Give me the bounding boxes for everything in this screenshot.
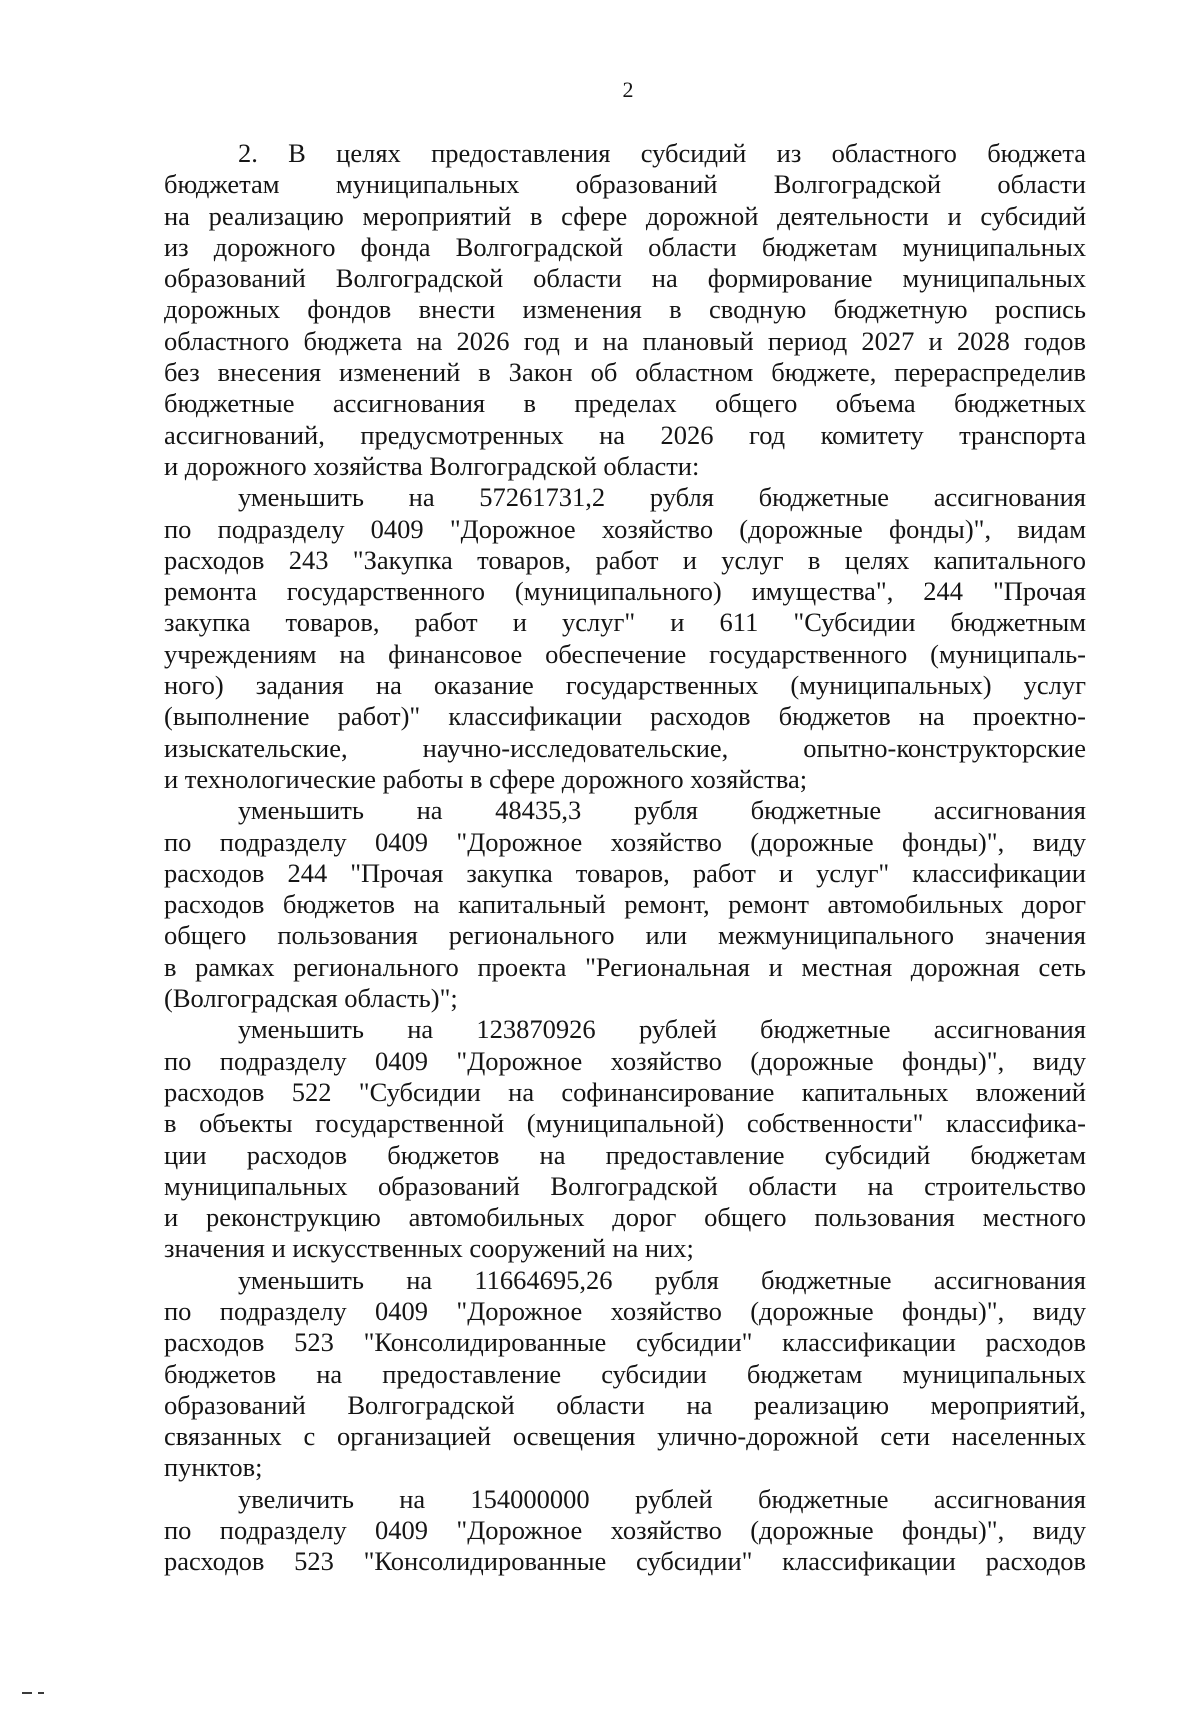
text-line: в рамках регионального проекта "Региональная и местная дорожная сеть bbox=[164, 951, 1086, 982]
text-line: по подразделу 0409 "Дорожное хозяйство (дорожные фонды)", виду bbox=[164, 1295, 1086, 1326]
text-line: (Волгоградская область)"; bbox=[164, 983, 458, 1014]
text-line: образований Волгоградской области на реализацию мероприятий, bbox=[164, 1389, 1086, 1420]
text-line: по подразделу 0409 "Дорожное хозяйство (дорожные фонды)", видам bbox=[164, 513, 1086, 544]
text-line: расходов бюджетов на капитальный ремонт, ремонт автомобильных дорог bbox=[164, 889, 1086, 920]
text-line: расходов 523 "Консолидированные субсидии" классификации расходов bbox=[164, 1546, 1086, 1577]
text-line: уменьшить на 48435,3 рубля бюджетные ассигнования bbox=[238, 795, 1086, 826]
text-line: расходов 243 "Закупка товаров, работ и услуг в целях капитального bbox=[164, 544, 1086, 575]
text-line: учреждениям на финансовое обеспечение государственного (муниципаль- bbox=[164, 638, 1086, 669]
text-line: по подразделу 0409 "Дорожное хозяйство (дорожные фонды)", виду bbox=[164, 1045, 1086, 1076]
text-line: ции расходов бюджетов на предоставление субсидий бюджетам bbox=[164, 1139, 1086, 1170]
text-line: увеличить на 154000000 рублей бюджетные ассигнования bbox=[238, 1483, 1086, 1514]
text-line: ассигнований, предусмотренных на 2026 год комитету транспорта bbox=[164, 419, 1086, 450]
text-line: бюджетные ассигнования в пределах общего объема бюджетных bbox=[164, 388, 1086, 419]
paragraph bbox=[164, 1484, 1086, 1578]
text-line: расходов 244 "Прочая закупка товаров, работ и услуг" классификации bbox=[164, 857, 1086, 888]
text-line: и технологические работы в сфере дорожного хозяйства; bbox=[164, 763, 808, 794]
text-line: расходов 522 "Субсидии на софинансирование капитальных вложений bbox=[164, 1076, 1086, 1107]
text-line: образований Волгоградской области на формирование муниципальных bbox=[164, 263, 1086, 294]
text-line: и реконструкцию автомобильных дорог общего пользования местного bbox=[164, 1202, 1086, 1233]
text-line: 2. В целях предоставления субсидий из областного бюджета bbox=[238, 138, 1086, 168]
text-line: бюджетов на предоставление субсидии бюджетам муниципальных bbox=[164, 1358, 1086, 1389]
text-line: связанных с организацией освещения улично-дорожной сети населенных bbox=[164, 1421, 1086, 1452]
text-line: бюджетам муниципальных образований Волгоградской области bbox=[164, 169, 1086, 200]
text-line: ремонта государственного (муниципального) имущества", 244 "Прочая bbox=[164, 576, 1086, 607]
text-line: областного бюджета на 2026 год и на плановый период 2027 и 2028 годов bbox=[164, 325, 1086, 356]
text-line: по подразделу 0409 "Дорожное хозяйство (дорожные фонды)", виду bbox=[164, 1515, 1086, 1546]
paragraph bbox=[164, 482, 1086, 795]
text-line: общего пользования регионального или межмуниципального значения bbox=[164, 920, 1086, 951]
text-line: дорожных фондов внести изменения в сводную бюджетную роспись bbox=[164, 294, 1086, 325]
text-line: по подразделу 0409 "Дорожное хозяйство (дорожные фонды)", виду bbox=[164, 826, 1086, 857]
text-line: и дорожного хозяйства Волгоградской области: bbox=[164, 450, 700, 481]
text-line: закупка товаров, работ и услуг" и 611 "Субсидии бюджетным bbox=[164, 607, 1086, 638]
text-line: ного) задания на оказание государственных (муниципальных) услуг bbox=[164, 670, 1086, 701]
text-line: на реализацию мероприятий в сфере дорожной деятельности и субсидий bbox=[164, 200, 1086, 231]
paragraph bbox=[164, 1265, 1086, 1484]
text-line: в объекты государственной (муниципальной) собственности" классифика- bbox=[164, 1108, 1086, 1139]
text-line: уменьшить на 57261731,2 рубля бюджетные ассигнования bbox=[238, 482, 1086, 513]
text-line: значения и искусственных сооружений на них; bbox=[164, 1233, 694, 1264]
text-line: расходов 523 "Консолидированные субсидии" классификации расходов bbox=[164, 1327, 1086, 1358]
scan-edge-noise bbox=[0, 1692, 1200, 1698]
text-line: муниципальных образований Волгоградской области на строительство bbox=[164, 1170, 1086, 1201]
paragraph bbox=[164, 138, 1086, 482]
text-line: уменьшить на 123870926 рублей бюджетные ассигнования bbox=[238, 1014, 1086, 1045]
text-line: без внесения изменений в Закон об областном бюджете, перераспределив bbox=[164, 357, 1086, 388]
page-number: 2 bbox=[622, 77, 634, 102]
text-line: уменьшить на 11664695,26 рубля бюджетные ассигнования bbox=[238, 1264, 1086, 1295]
paragraph bbox=[164, 1014, 1086, 1264]
text-line: из дорожного фонда Волгоградской области бюджетам муниципальных bbox=[164, 231, 1086, 262]
paragraph bbox=[164, 795, 1086, 1014]
document-body bbox=[164, 138, 1086, 1578]
text-line: (выполнение работ)" классификации расходов бюджетов на проектно- bbox=[164, 701, 1086, 732]
text-line: пунктов; bbox=[164, 1452, 263, 1483]
text-line: изыскательские, научно-исследовательские, опытно-конструкторские bbox=[164, 732, 1086, 763]
